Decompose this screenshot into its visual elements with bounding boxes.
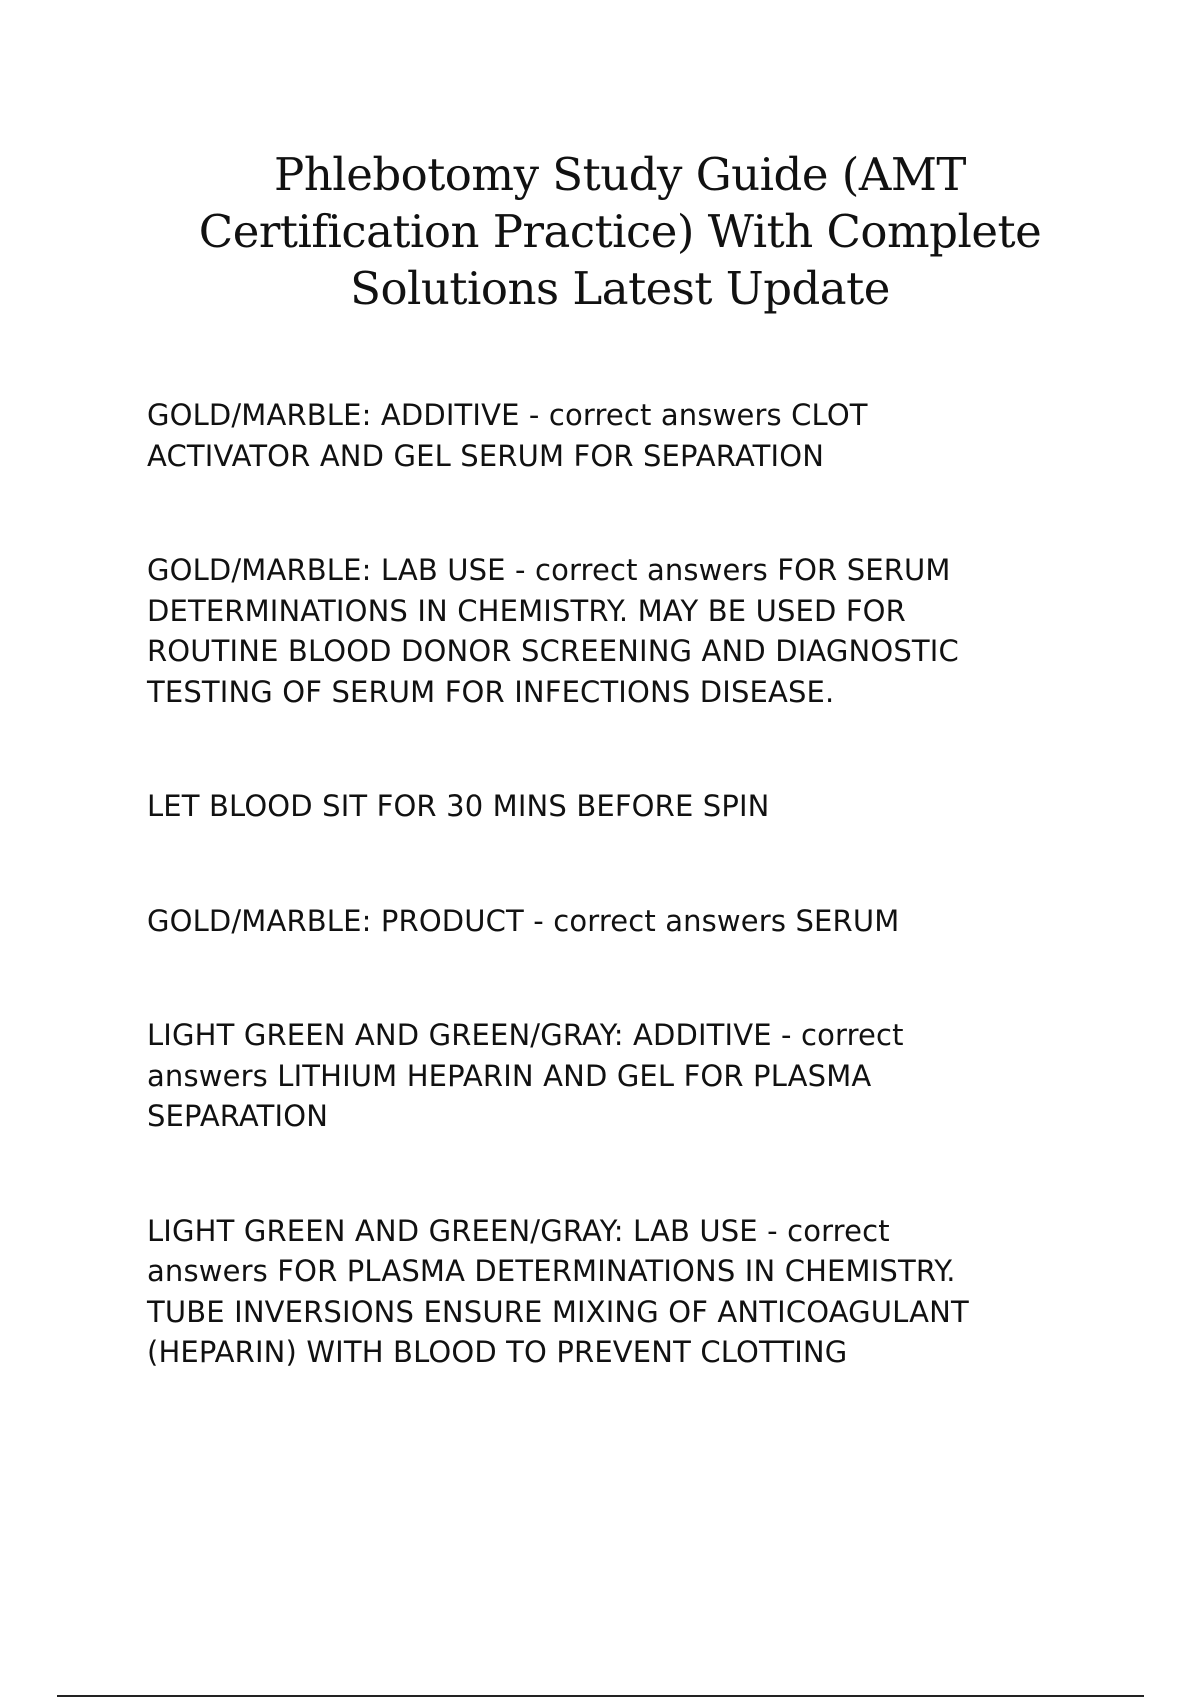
entry-line: SEPARATION xyxy=(147,1099,329,1133)
qa-entry xyxy=(147,901,1077,942)
qa-entry xyxy=(147,550,1077,712)
entry-line: GOLD/MARBLE: PRODUCT - correct answers SERUM xyxy=(147,903,900,938)
entry-line: LET BLOOD SIT FOR 30 MINS BEFORE SPIN xyxy=(147,789,770,823)
qa-entry xyxy=(147,1211,1077,1373)
entry-line: GOLD/MARBLE: LAB USE - correct answers FOR SERUM xyxy=(147,553,951,587)
bottom-divider xyxy=(57,1695,1144,1697)
document-title: Phlebotomy Study Guide (AMT Certification Practice) With Complete Solutions Latest Update xyxy=(198,148,1042,315)
entry-line: GOLD/MARBLE: ADDITIVE - correct answers CLOT xyxy=(147,398,868,432)
entry-line: LIGHT GREEN AND GREEN/GRAY: ADDITIVE - correct xyxy=(147,1018,904,1052)
entry-line: TUBE INVERSIONS ENSURE MIXING OF ANTICOAGULANT xyxy=(147,1294,969,1329)
qa-entry xyxy=(147,786,1077,827)
qa-entry xyxy=(147,395,1077,476)
qa-entry xyxy=(147,1015,1077,1137)
qa-entries xyxy=(147,395,1077,1373)
entry-line: (HEPARIN) WITH BLOOD TO PREVENT CLOTTING xyxy=(147,1335,848,1369)
entry-line: TESTING OF SERUM FOR INFECTIONS DISEASE. xyxy=(147,674,835,709)
entry-line: ACTIVATOR AND GEL SERUM FOR SEPARATION xyxy=(147,438,825,473)
entry-line: answers LITHIUM HEPARIN AND GEL FOR PLASMA xyxy=(147,1058,872,1093)
entry-line: ROUTINE BLOOD DONOR SCREENING AND DIAGNOSTIC xyxy=(147,634,959,668)
entry-line: LIGHT GREEN AND GREEN/GRAY: LAB USE - correct xyxy=(147,1213,890,1248)
entry-line: answers FOR PLASMA DETERMINATIONS IN CHEMISTRY. xyxy=(147,1254,956,1288)
entry-line: DETERMINATIONS IN CHEMISTRY. MAY BE USED FOR xyxy=(147,593,906,628)
